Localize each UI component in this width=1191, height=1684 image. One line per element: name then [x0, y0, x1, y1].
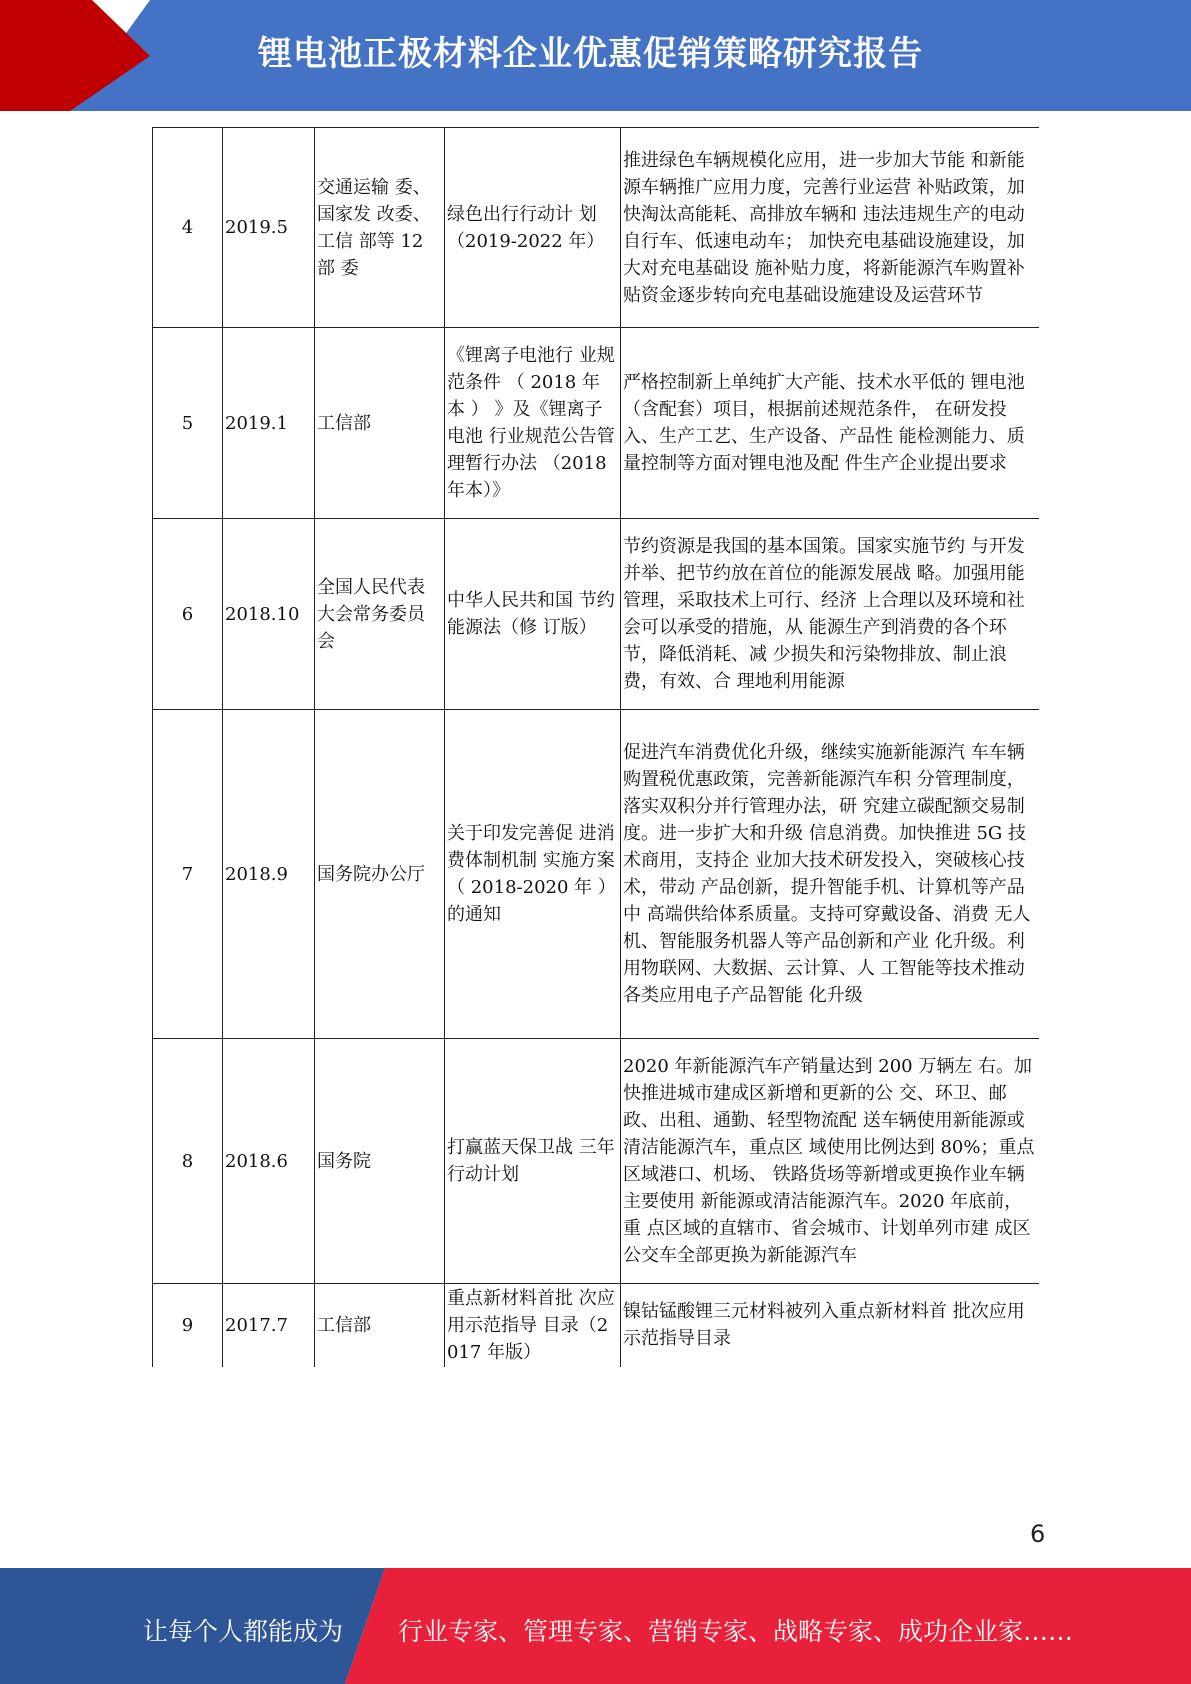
- table-row: [153, 1284, 1039, 1367]
- row-number: 8: [153, 1039, 223, 1284]
- row-date: 2017.7: [223, 1284, 315, 1367]
- row-policy-name: 关于印发完善促 进消费体制机制 实施方案 （ 2018-2020 年 ） 的通知: [445, 710, 621, 1039]
- row-policy-content: 节约资源是我国的基本国策。国家实施节约 与开发并举、把节约放在首位的能源发展战 略。加强用能管理，采取技术上可行、经济 上合理以及环境和社会可以承受的措施，从 能源生产到消费的各个环节，降低消耗、减 少损失和污染物排放、制止浪费，有效、合 理地利用能源: [621, 519, 1039, 710]
- table-row: [153, 710, 1039, 1039]
- row-policy-content: 镍钴锰酸锂三元材料被列入重点新材料首 批次应用示范指导目录: [621, 1284, 1039, 1367]
- row-issuer: 工信部: [315, 1284, 445, 1367]
- footer-slogan-right: 行业专家、管理专家、营销专家、战略专家、成功企业家……: [398, 1617, 1074, 1646]
- row-date: 2018.10: [223, 519, 315, 710]
- row-policy-name: 打赢蓝天保卫战 三年行动计划: [445, 1039, 621, 1284]
- row-issuer: 国务院办公厅: [315, 710, 445, 1039]
- row-date: 2018.9: [223, 710, 315, 1039]
- row-date: 2019.5: [223, 128, 315, 328]
- row-number: 5: [153, 328, 223, 519]
- page-header: [0, 0, 1191, 111]
- row-number: 6: [153, 519, 223, 710]
- row-issuer: 国务院: [315, 1039, 445, 1284]
- page-footer: [0, 1568, 1191, 1684]
- row-issuer: 交通运输 委、国家发 改委、工信 部等 12 部 委: [315, 128, 445, 328]
- row-number: 4: [153, 128, 223, 328]
- table-row: [153, 1039, 1039, 1284]
- row-issuer: 工信部: [315, 328, 445, 519]
- row-number: 9: [153, 1284, 223, 1367]
- table-row: [153, 519, 1039, 710]
- row-date: 2018.6: [223, 1039, 315, 1284]
- row-policy-name: 中华人民共和国 节约能源法（修 订版）: [445, 519, 621, 710]
- report-title: 锂电池正极材料企业优惠促销策略研究报告: [258, 34, 923, 74]
- table-row: [153, 128, 1039, 328]
- row-policy-content: 2020 年新能源汽车产销量达到 200 万辆左 右。加快推进城市建成区新增和更新的公 交、环卫、邮政、出租、通勤、轻型物流配 送车辆使用新能源或清洁能源汽车，重点区 域使用比例达到 80%；重点区域港口、机场、 铁路货场等新增或更换作业车辆主要使用 新能源或清洁能源汽车。2020 年底前，重 点区域的直辖市、省会城市、计划单列市建 成区公交车全部更换为新能源汽车: [621, 1039, 1039, 1284]
- row-policy-content: 严格控制新上单纯扩大产能、技术水平低的 锂电池（含配套）项目，根据前述规范条件， 在研发投入、生产工艺、生产设备、产品性 能检测能力、质量控制等方面对锂电池及配 件生产企业提出要求: [621, 328, 1039, 519]
- row-number: 7: [153, 710, 223, 1039]
- row-policy-name: 《锂离子电池行 业规范条件 （ 2018 年 本 ） 》及《锂离子电池 行业规范公告管 理暂行办法 （2018 年本）》: [445, 328, 621, 519]
- page-number: 6: [1030, 1520, 1046, 1548]
- table-row: [153, 328, 1039, 519]
- row-policy-content: 促进汽车消费优化升级，继续实施新能源汽 车车辆购置税优惠政策，完善新能源汽车积 分管理制度，落实双积分并行管理办法，研 究建立碳配额交易制度。进一步扩大和升级 信息消费。加快推进 5G 技术商用，支持企 业加大技术研发投入，突破核心技术，带动 产品创新，提升智能手机、计算机等产品中 高端供给体系质量。支持可穿戴设备、消费 无人机、智能服务机器人等产品创新和产业 化升级。利用物联网、大数据、云计算、人 工智能等技术推动各类应用电子产品智能 化升级: [621, 710, 1039, 1039]
- row-issuer: 全国人民代表大会常务委员会: [315, 519, 445, 710]
- footer-slogan-left: 让每个人都能成为: [143, 1617, 344, 1646]
- policy-table: [152, 127, 1039, 1367]
- row-policy-name: 绿色出行行动计 划（2019-2022 年）: [445, 128, 621, 328]
- row-date: 2019.1: [223, 328, 315, 519]
- row-policy-content: 推进绿色车辆规模化应用，进一步加大节能 和新能源车辆推广应用力度，完善行业运营 补贴政策，加快淘汰高能耗、高排放车辆和 违法违规生产的电动自行车、低速电动车； 加快充电基础设施建设，加大对充电基础设 施补贴力度，将新能源汽车购置补贴资金逐步转向充电基础设施建设及运营环节: [621, 128, 1039, 328]
- row-policy-name: 重点新材料首批 次应用示范指导 目录（2017 年版）: [445, 1284, 621, 1367]
